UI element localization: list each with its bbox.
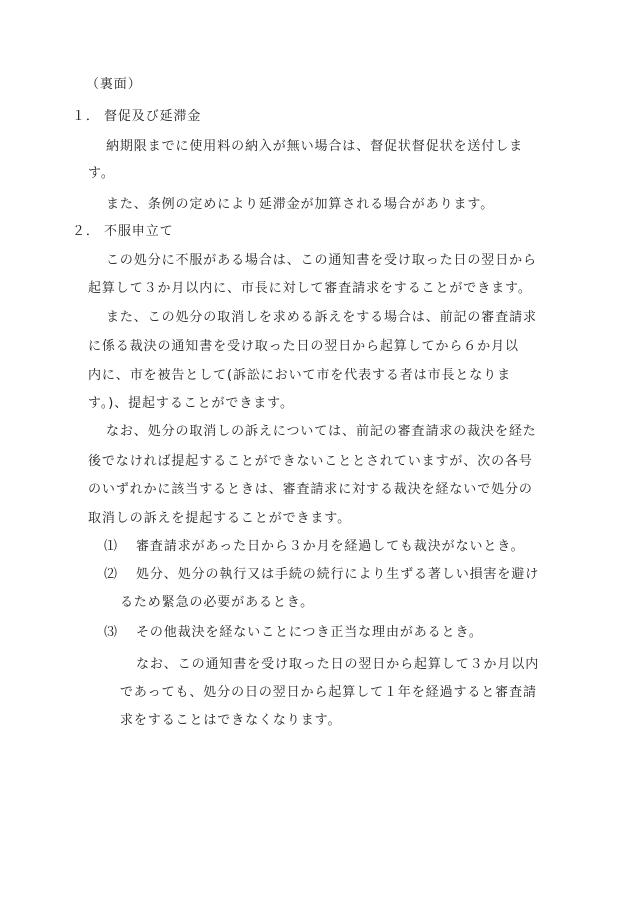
section2-para3-line2: 後でなければ提起することができないこととされていますが、次の各号 [88,454,533,469]
item2-line1: 処分、処分の執行又は手続の続行により生ずる著しい損害を避け [136,567,540,582]
section2-para2-line4: す。)、提起することができます。 [88,396,294,411]
section1-number: １． [72,109,100,124]
note-line1: なお、この通知書を受け取った日の翌日から起算して３か月以内 [136,657,540,672]
section2-para2-line3: 内に、市を被告として(訴訟において市を代表する者は市長となりま [88,368,511,383]
section1-line-2: す。 [88,166,115,181]
section2-title: 不服申立て [104,224,174,239]
section2-para2-line2: に係る裁決の通知書を受け取った日の翌日から起算してから６か月以 [88,339,519,354]
item1-line1: 審査請求があった日から３か月を経過しても裁決がないとき。 [136,539,525,554]
page-side-label: （裏面） [86,77,142,92]
item1-marker: ⑴ [104,539,118,554]
note-line3: 求をすることはできなくなります。 [120,713,342,728]
section1-title: 督促及び延滞金 [104,109,202,124]
item2-marker: ⑵ [104,567,118,582]
section2-number: ２． [72,224,100,239]
note-line2: であっても、処分の日の翌日から起算して１年を経過すると審査請 [120,685,537,700]
section2-para1-line1: この処分に不服がある場合は、この通知書を受け取った日の翌日から [106,253,537,268]
section2-para3-line4: 取消しの訴えを提起することができます。 [88,511,352,526]
section2-para3-line1: なお、処分の取消しの訴えについては、前記の審査請求の裁決を経た [106,424,537,439]
item2-line2: るため緊急の必要があるとき。 [120,595,315,610]
section2-para3-line3: のいずれかに該当するときは、審査請求に対する裁決を経ないで処分の [88,482,533,497]
section1-line-3: また、条例の定めにより延滞金が加算される場合があります。 [106,197,495,212]
section2-para2-line1: また、この処分の取消しを求める訴えをする場合は、前記の審査請求 [106,310,537,325]
section1-line-1: 納期限までに使用料の納入が無い場合は、督促状督促状を送付しま [106,139,524,154]
item3-line1: その他裁決を経ないことにつき正当な理由があるとき。 [136,625,483,640]
section2-para1-line2: 起算して３か月以内に、市長に対して審査請求をすることができます。 [88,281,532,296]
item3-marker: ⑶ [104,625,118,640]
